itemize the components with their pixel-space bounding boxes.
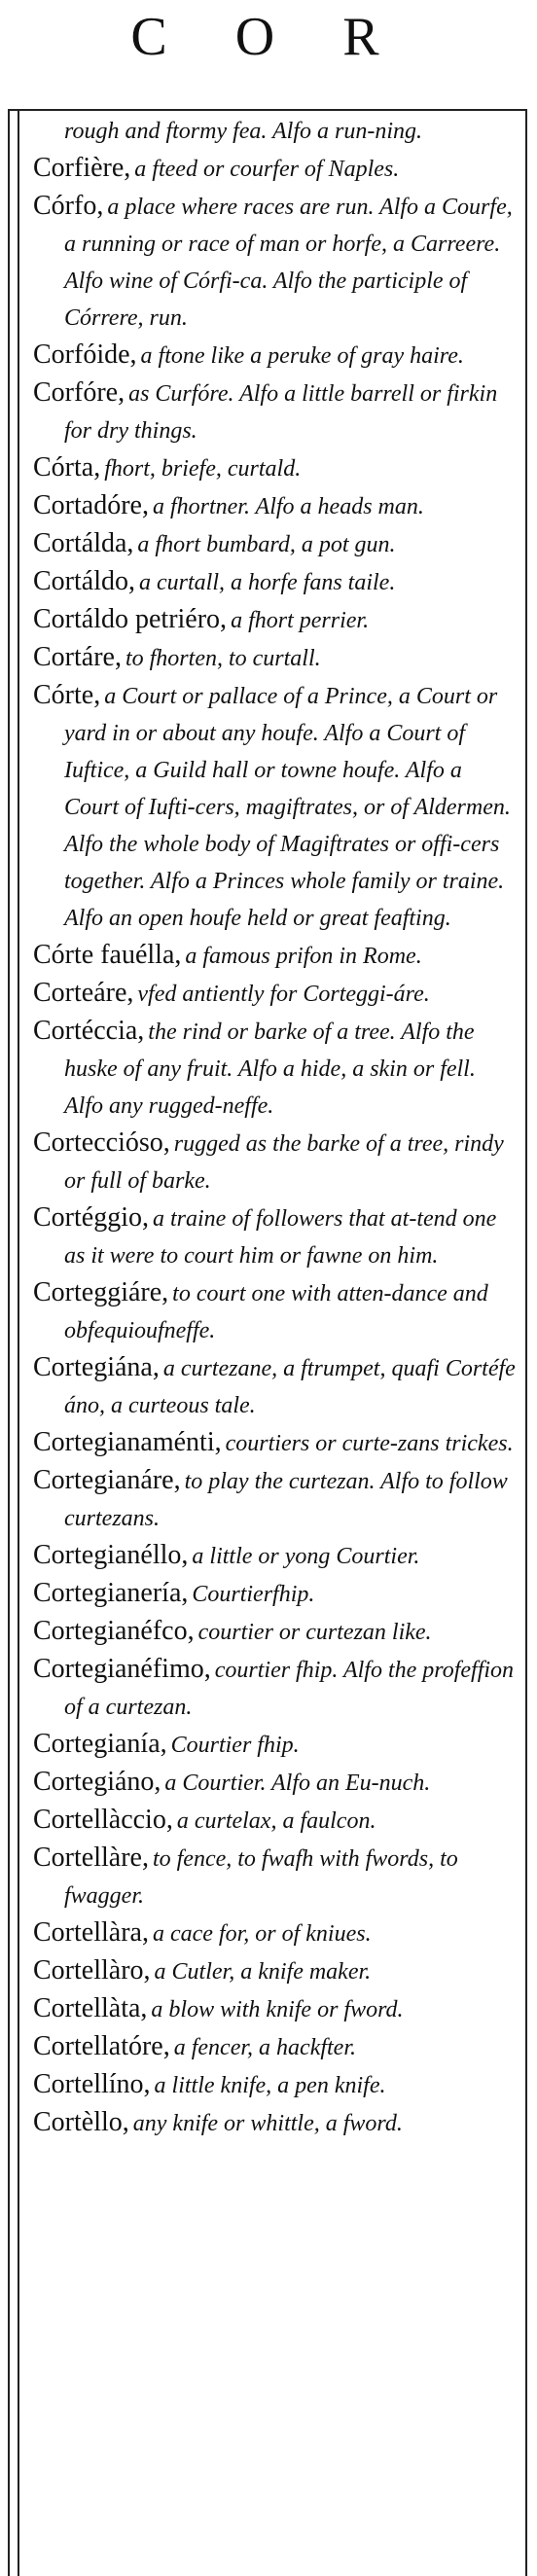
entry-headword: Cortadóre, bbox=[33, 490, 149, 520]
dictionary-entry bbox=[33, 1424, 519, 1462]
dictionary-entry bbox=[33, 601, 519, 639]
entry-headword: Cortegianáre, bbox=[33, 1465, 181, 1495]
entry-headword: Cortellàro, bbox=[33, 1955, 151, 1986]
dictionary-entry bbox=[33, 525, 519, 563]
entry-headword: Cortellíno, bbox=[33, 2069, 151, 2099]
entry-definition: a little or yong Courtier. bbox=[192, 1544, 420, 1569]
entry-headword: Córte, bbox=[33, 680, 101, 710]
entry-definition: a fhort bumbard, a pot gun. bbox=[137, 532, 396, 557]
dictionary-entry bbox=[33, 1613, 519, 1651]
dictionary-entry bbox=[33, 677, 519, 937]
entry-definition: courtier fhip. Alfo the profeffion of a curtezan. bbox=[64, 1658, 515, 1720]
entry-definition: a place where races are run. Alfo a Courfe, a running or race of man or horfe, a Carreere. Alfo wine of Córfi-ca. Alfo the participle of Córrere, run. bbox=[64, 195, 513, 331]
entry-headword: Cortegianería, bbox=[33, 1578, 189, 1608]
entry-headword: Cortegiáno, bbox=[33, 1767, 161, 1797]
entry-definition: a fencer, a hackfter. bbox=[173, 2035, 357, 2060]
entry-headword: Cortegianía, bbox=[33, 1729, 167, 1759]
entry-headword: Cortellàccio, bbox=[33, 1805, 173, 1835]
entry-headword: Cortellàra, bbox=[33, 1917, 149, 1948]
dictionary-entry bbox=[33, 188, 519, 337]
dictionary-entry bbox=[33, 1537, 519, 1575]
dictionary-entry bbox=[33, 150, 519, 188]
entry-headword: Córta, bbox=[33, 452, 101, 483]
entry-headword: Corfóre, bbox=[33, 377, 125, 408]
entry-definition: a Courtier. Alfo an Eu-nuch. bbox=[164, 1771, 431, 1796]
dictionary-entry bbox=[33, 1952, 519, 1990]
entry-definition: fhort, briefe, curtald. bbox=[104, 456, 302, 482]
entry-headword: Cortegiána, bbox=[33, 1352, 160, 1382]
entry-definition: a cace for, or of kniues. bbox=[152, 1921, 372, 1947]
entry-definition: a fteed or courfer of Naples. bbox=[134, 157, 400, 182]
entry-headword: Corteggiáre, bbox=[33, 1277, 169, 1307]
entry-headword: Cortellàta, bbox=[33, 1993, 148, 2023]
entry-definition: as Curfóre. Alfo a little barrell or firkin for dry things. bbox=[64, 381, 498, 444]
entry-headword: Cortegianéllo, bbox=[33, 1540, 189, 1570]
dictionary-entry bbox=[33, 975, 519, 1013]
entry-definition: to court one with atten-dance and obfequioufneffe. bbox=[64, 1281, 488, 1343]
entry-headword: Corteccióso, bbox=[33, 1127, 170, 1158]
page-title: C O R bbox=[130, 7, 407, 67]
entry-headword: Cortellàre, bbox=[33, 1843, 149, 1873]
entry-definition: a curtall, a horfe fans taile. bbox=[139, 570, 396, 595]
entry-definition: a blow with knife or fword. bbox=[151, 1997, 404, 2022]
right-border bbox=[525, 109, 527, 2576]
entry-definition: to fence, to fwafh with fwords, to fwagger. bbox=[64, 1846, 458, 1909]
entry-definition: the rind or barke of a tree. Alfo the huske of any fruit. Alfo a hide, a skin or fell. Alfo any rugged-neffe. bbox=[64, 1020, 476, 1119]
entry-headword: Cortálda, bbox=[33, 528, 134, 558]
entry-headword: Cortéggio, bbox=[33, 1202, 149, 1233]
dictionary-entry bbox=[33, 1990, 519, 2028]
entry-headword: Cortegianéfco, bbox=[33, 1616, 195, 1646]
entry-headword: Cortellatóre, bbox=[33, 2031, 170, 2061]
dictionary-entry bbox=[33, 563, 519, 601]
dictionary-entry bbox=[33, 113, 519, 150]
dictionary-entry bbox=[33, 337, 519, 375]
entry-headword: Córte fauélla, bbox=[33, 940, 182, 970]
dictionary-entry bbox=[33, 639, 519, 677]
entry-headword: Cortegianaménti, bbox=[33, 1427, 222, 1457]
dictionary-entry bbox=[33, 487, 519, 525]
entry-definition: to play the curtezan. Alfo to follow curtezans. bbox=[64, 1469, 508, 1531]
dictionary-entry bbox=[33, 1274, 519, 1349]
entry-definition: a curtelax, a faulcon. bbox=[176, 1808, 376, 1834]
dictionary-entry bbox=[33, 1914, 519, 1952]
dictionary-entry bbox=[33, 1764, 519, 1802]
entry-headword: Cortèllo, bbox=[33, 2107, 129, 2137]
entry-definition: a fhort perrier. bbox=[231, 608, 370, 633]
entry-definition: to fhorten, to curtall. bbox=[125, 646, 321, 671]
entry-definition: a traine of followers that at-tend one as it were to court him or fawne on him. bbox=[64, 1206, 497, 1269]
entry-definition: rough and ftormy fea. Alfo a run-ning. bbox=[64, 119, 422, 144]
dictionary-entry bbox=[33, 1013, 519, 1125]
entry-headword: Córfo, bbox=[33, 191, 104, 221]
entry-definition: courtiers or curte-zans trickes. bbox=[225, 1431, 514, 1456]
dictionary-entry bbox=[33, 1802, 519, 1840]
dictionary-entry bbox=[33, 1651, 519, 1726]
dictionary-entry bbox=[33, 1125, 519, 1199]
dictionary-entry bbox=[33, 2066, 519, 2104]
dictionary-entry bbox=[33, 1349, 519, 1424]
dictionary-entry bbox=[33, 1462, 519, 1537]
dictionary-entry bbox=[33, 1575, 519, 1613]
entry-definition: courtier or curtezan like. bbox=[197, 1620, 432, 1645]
entry-definition: a Cutler, a knife maker. bbox=[154, 1959, 372, 1985]
left-border-outer bbox=[8, 109, 10, 2576]
entry-headword: Corfóide, bbox=[33, 340, 137, 370]
left-border-inner bbox=[18, 109, 19, 2576]
entry-definition: a little knife, a pen knife. bbox=[154, 2073, 386, 2098]
entry-definition: rugged as the barke of a tree, rindy or full of barke. bbox=[64, 1131, 504, 1194]
entry-definition: a famous prifon in Rome. bbox=[185, 944, 422, 969]
entry-definition: a ftone like a peruke of gray haire. bbox=[140, 343, 464, 369]
entry-definition: a fhortner. Alfo a heads man. bbox=[152, 494, 424, 519]
entry-definition: a Court or pallace of a Prince, a Court or yard in or about any houfe. Alfo a Court of Iuftice, a Guild hall or towne houfe. Alfo a Court of Iufti-cers, magiftrates, or of Aldermen. Alfo the whole body of Magiftrates or offi-cers together. Alfo a Princes whole family or traine. Alfo an open houfe held or great feafting. bbox=[64, 684, 511, 931]
entry-definition: any knife or whittle, a fword. bbox=[132, 2111, 403, 2136]
top-rule bbox=[8, 109, 527, 111]
entry-definition: Courtierfhip. bbox=[192, 1582, 315, 1607]
entry-definition: vfed antiently for Corteggi-áre. bbox=[137, 982, 430, 1007]
dictionary-entry bbox=[33, 1726, 519, 1764]
entry-headword: Corteáre, bbox=[33, 978, 134, 1008]
dictionary-entry bbox=[33, 449, 519, 487]
entry-headword: Cortáre, bbox=[33, 642, 122, 672]
dictionary-entry bbox=[33, 1199, 519, 1274]
dictionary-entry bbox=[33, 2028, 519, 2066]
page-header bbox=[0, 0, 537, 89]
dictionary-entry bbox=[33, 1840, 519, 1914]
entry-headword: Cortegianéfimo, bbox=[33, 1654, 211, 1684]
dictionary-entry bbox=[33, 937, 519, 975]
entry-definition: Courtier fhip. bbox=[170, 1733, 300, 1758]
entry-headword: Cortéccia, bbox=[33, 1016, 145, 1046]
dictionary-entries bbox=[33, 113, 519, 2142]
entry-headword: Corfière, bbox=[33, 153, 131, 183]
dictionary-entry bbox=[33, 2104, 519, 2142]
entry-definition: a curtezane, a ftrumpet, quafi Cortéfe áno, a curteous tale. bbox=[64, 1356, 516, 1418]
entry-headword: Cortáldo petriéro, bbox=[33, 604, 228, 634]
entry-headword: Cortáldo, bbox=[33, 566, 135, 596]
dictionary-entry bbox=[33, 375, 519, 449]
